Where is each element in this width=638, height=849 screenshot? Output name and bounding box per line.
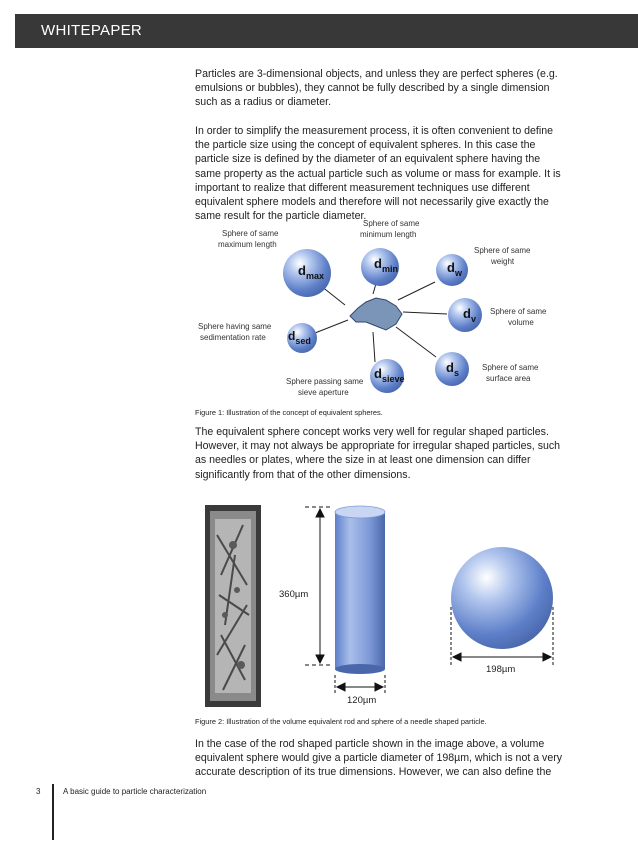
sphere-label: 198µm (486, 664, 516, 675)
label-w-2: weight (491, 257, 515, 266)
label-sed-2: sedimentation rate (200, 333, 266, 342)
figure-1-equivalent-spheres (190, 212, 570, 402)
irregular-particle (350, 298, 402, 330)
label-w-1: Sphere of same (474, 246, 531, 255)
symbol-min: $d_{min}$ (374, 256, 398, 274)
figure-1-caption: Figure 1: Illustration of the concept of equivalent spheres. (195, 408, 383, 417)
symbol-s: $d_s$ (446, 360, 459, 378)
paragraph-2: In order to simplify the measurement process, it is often convenient to define the particle size using the concept of equivalent spheres. In this case the particle size is defined by the diameter of an equivalent sphere having the same property as the actual particle such as volume or mass for example. It is important to realize that different measurement techniques use different equivalent sphere models and therefore will not necessarily give exactly the same result for the particle diameter. (195, 125, 561, 223)
equivalent-sphere (451, 547, 553, 649)
connector-sieve (373, 332, 375, 362)
label-s-1: Sphere of same (482, 363, 539, 372)
label-max-1: Sphere of same (222, 229, 279, 238)
height-dimension (305, 507, 333, 665)
symbol-w: $d_w$ (447, 260, 462, 278)
paragraph-1: Particles are 3-dimensional objects, and unless they are perfect spheres (e.g. emulsions or bubbles), they cannot be fully described by a single dimension such as a radius or diameter. (195, 68, 558, 109)
needle-particle-image (205, 505, 261, 707)
width-label: 120µm (347, 695, 377, 706)
connector-sed (315, 320, 348, 333)
label-sed-1: Sphere having same (198, 322, 272, 331)
figure-2-rod-and-sphere (195, 495, 565, 710)
connector-w (398, 282, 435, 300)
width-dimension (335, 675, 385, 695)
paragraph-4: In the case of the rod shaped particle shown in the image above, a volume equivalent sphere would give a particle diameter of 198µm, which is not a very accurate description of its true dimensions. However, we can also define the (195, 738, 563, 779)
symbol-max: $d_{max}$ (298, 263, 324, 281)
equivalent-rod (335, 506, 385, 674)
height-label: 360µm (279, 589, 309, 600)
connector-s (396, 327, 436, 357)
symbol-v: $d_v$ (463, 306, 476, 324)
symbol-sed: $d_{sed}$ (288, 329, 311, 346)
label-min-1: Sphere of same (363, 219, 420, 228)
label-v-1: Sphere of same (490, 307, 547, 316)
connector-v (403, 312, 447, 314)
label-max-2: maximum length (218, 240, 277, 249)
page-number: 3 (36, 787, 41, 796)
label-v-2: volume (508, 318, 534, 327)
label-min-2: minimum length (360, 230, 417, 239)
label-s-2: surface area (486, 374, 531, 383)
paragraph-3: The equivalent sphere concept works very well for regular shaped particles. However, it may not always be appropriate for irregular shaped particles, such as needles or plates, where the size in at least one dimension can differ significantly from that of the other dimensions. (195, 426, 561, 481)
footer-divider (52, 784, 54, 840)
header-bar (15, 14, 638, 48)
figure-2-caption: Figure 2: Illustration of the volume equivalent rod and sphere of a needle shaped particle. (195, 717, 487, 726)
label-sieve-1: Sphere passing same (286, 377, 364, 386)
symbol-sieve: $d_{sieve}$ (374, 366, 405, 384)
label-sieve-2: sieve aperture (298, 388, 349, 397)
footer-doc-title: A basic guide to particle characterization (63, 787, 207, 796)
header-title: WHITEPAPER (41, 22, 143, 39)
